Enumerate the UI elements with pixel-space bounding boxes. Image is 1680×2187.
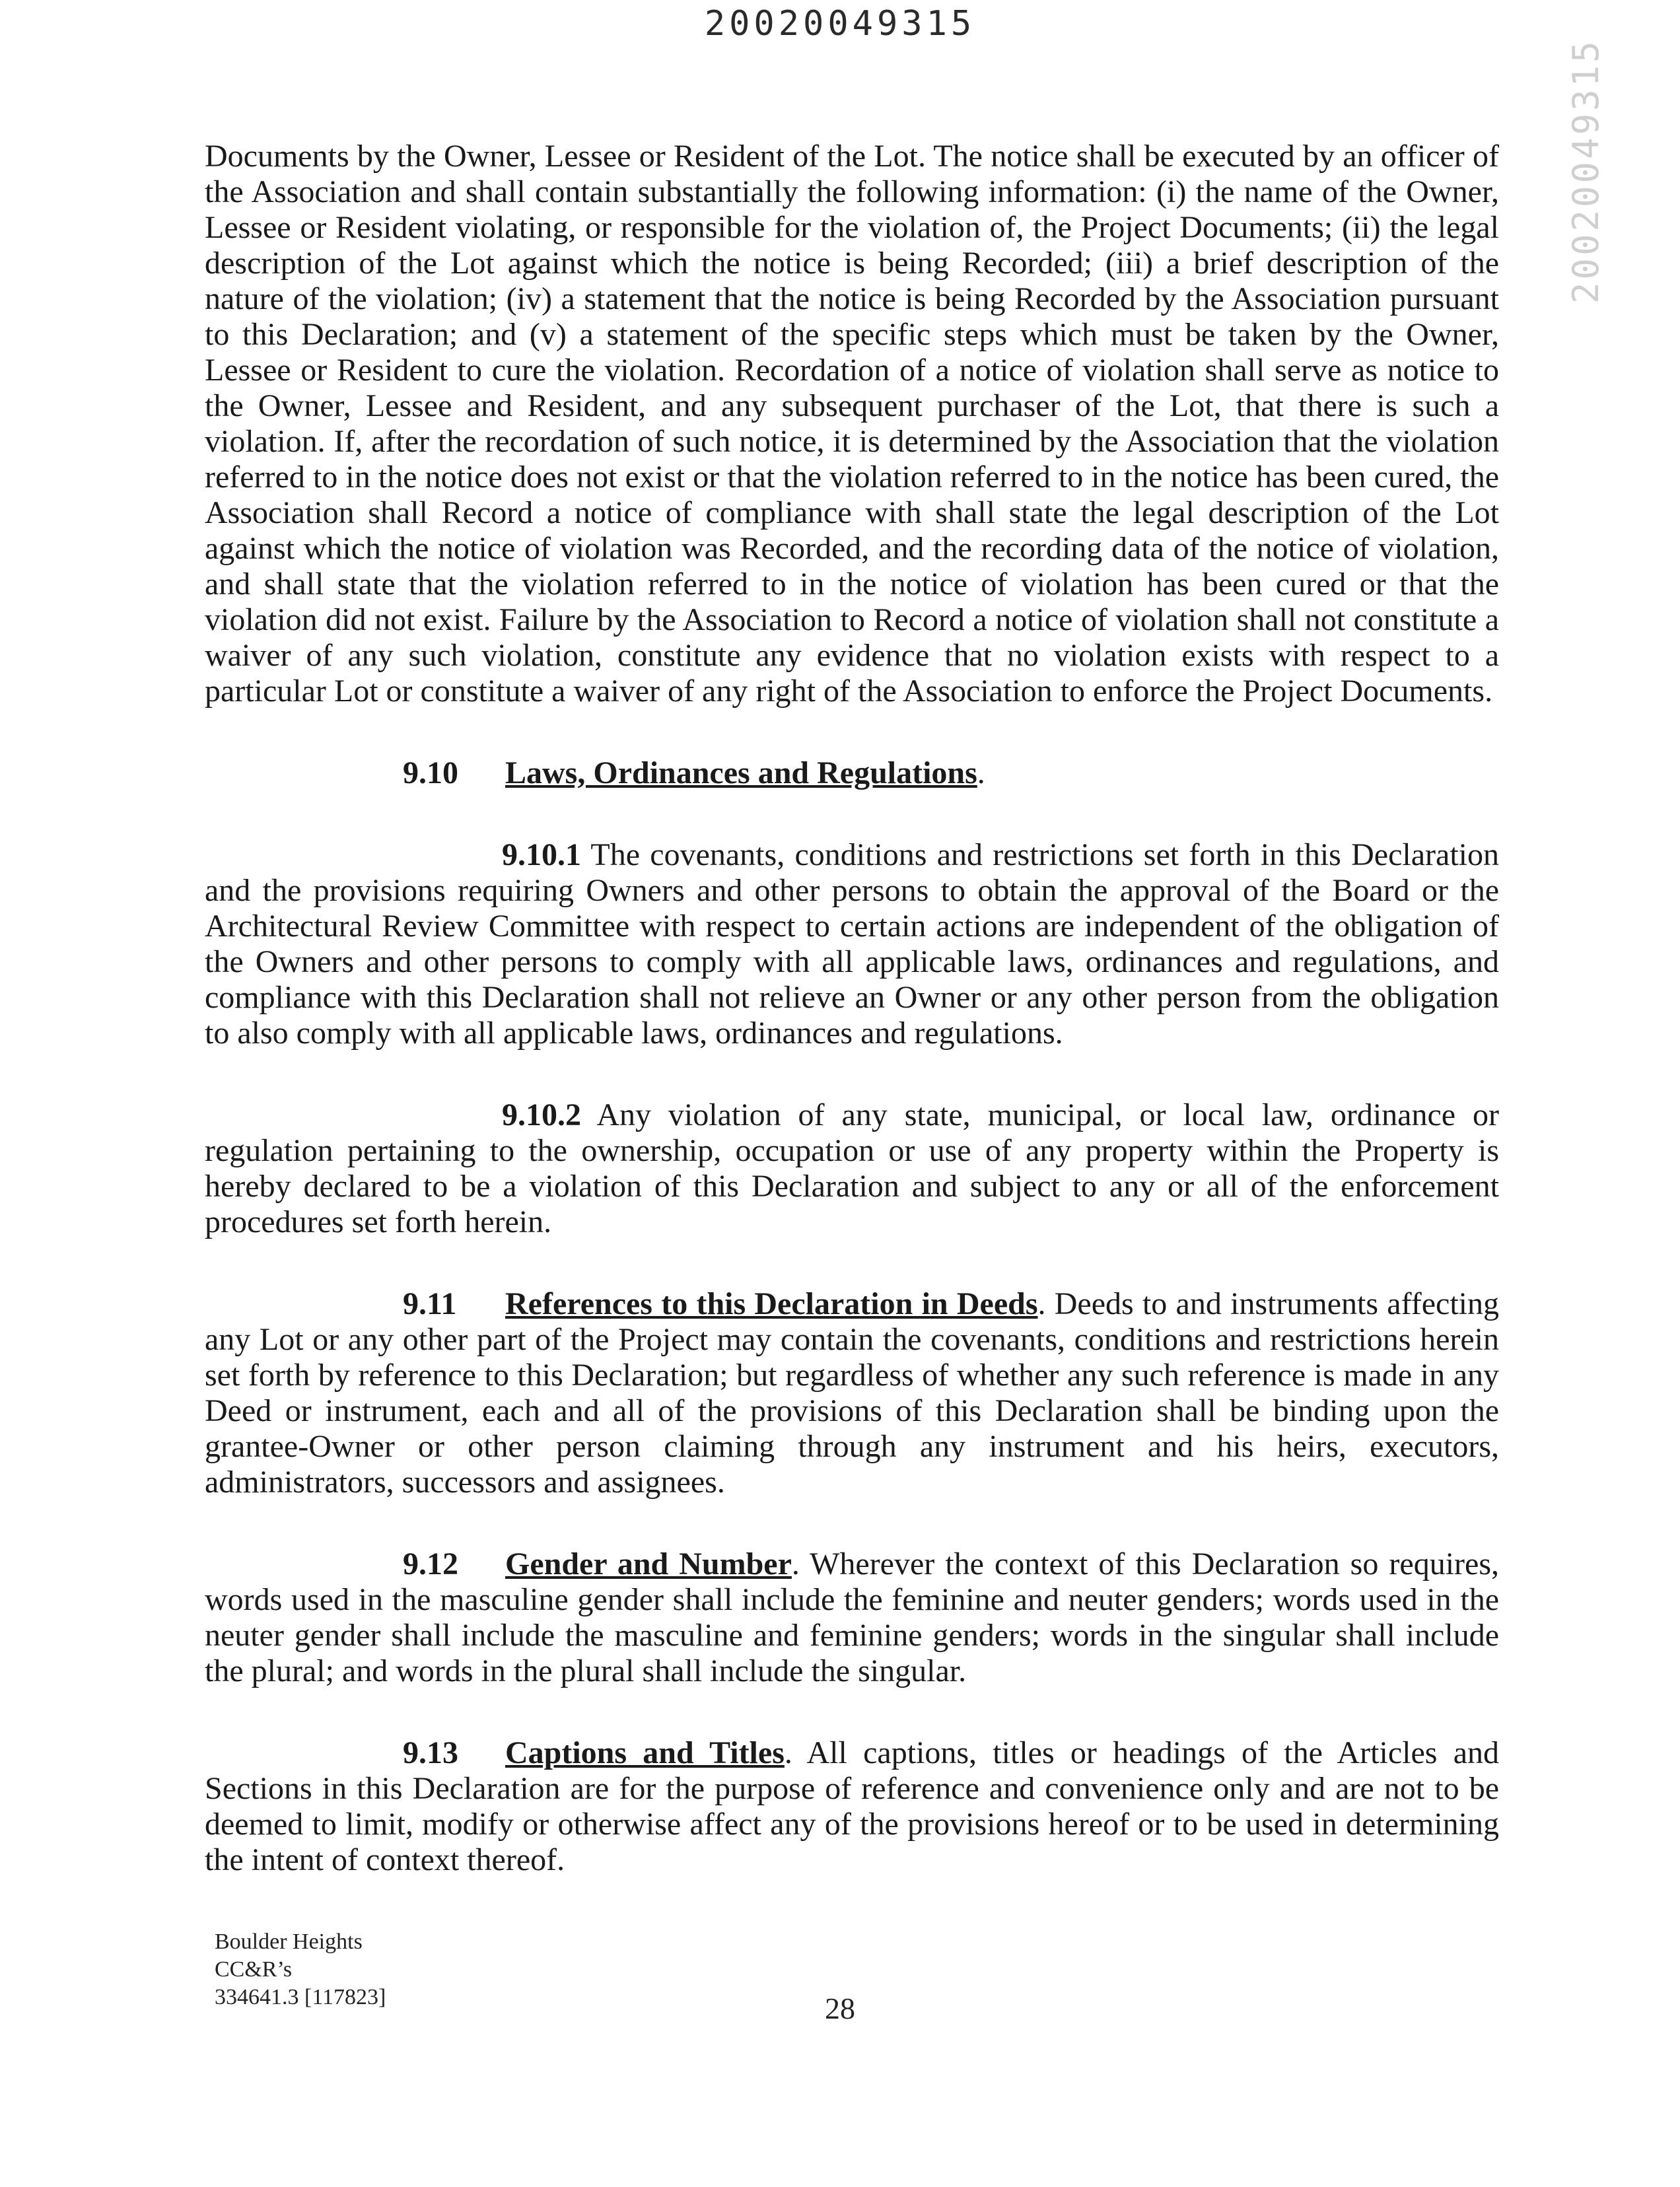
document-body — [205, 139, 1499, 1924]
section-number: 9.11 — [403, 1286, 457, 1321]
footer-document-id: 334641.3 [117823] — [215, 1985, 386, 2009]
footer-document-type: CC&R’s — [215, 1957, 293, 1982]
section-title: Gender and Number — [505, 1546, 792, 1581]
section-9-11 — [205, 1286, 1499, 1500]
section-text: . Deeds to and instruments affecting any Lot or any other part of the Project may contain the covenants, conditions and restrictions herein set forth by reference to this Declaration; but regardless of whether any such reference is made in any Deed or instrument, each and all of the provisions of this Declaration shall be binding upon the grantee-Owner or other person claiming through any instrument and his heirs, executors, administrators, successors and assignees. — [205, 1286, 1499, 1500]
section-number: 9.12 — [403, 1546, 458, 1581]
section-title: Laws, Ordinances and Regulations — [505, 755, 977, 790]
section-text: . All captions, titles or headings of the Articles and Sections in this Declaration are for the purpose of reference and convenience only and are not to be deemed to limit, modify or otherwise affect any of the provisions hereof or to be used in determining the intent of context thereof. — [205, 1735, 1500, 1877]
subsection-number: 9.10.1 — [502, 837, 581, 872]
intro-paragraph: Documents by the Owner, Lessee or Resident of the Lot. The notice shall be executed by an officer of the Association and shall contain substantially the following information: (i) the name of the Owner, Lessee or Resident violating, or responsible for the violation of, the Project Documents; (ii) the legal description of the Lot against which the notice is being Recorded; (iii) a brief description of the nature of the violation; (iv) a statement that the notice is being Recorded by the Association pursuant to this Declaration; and (v) a statement of the specific steps which must be taken by the Owner, Lessee or Resident to cure the violation. Recordation of a notice of violation shall serve as notice to the Owner, Lessee and Resident, and any subsequent purchaser of the Lot, that there is such a violation. If, after the recordation of such notice, it is determined by the Association that the violation referred to in the notice does not exist or that the violation referred to in the notice has been cured, the Association shall Record a notice of compliance with shall state the legal description of the Lot against which the notice of violation was Recorded, and the recording data of the notice of violation, and shall state that the violation referred to in the notice of violation has been cured or that the violation did not exist. Failure by the Association to Record a notice of violation shall not constitute a waiver of any such violation, constitute any evidence that no violation exists with respect to a particular Lot or constitute a waiver of any right of the Association to enforce the Project Documents. — [205, 139, 1499, 709]
section-9-10-2 — [205, 1097, 1499, 1240]
section-title-period: . — [977, 755, 985, 790]
section-9-12 — [205, 1546, 1499, 1689]
footer-project-name: Boulder Heights — [215, 1929, 363, 1954]
section-number: 9.13 — [403, 1735, 458, 1770]
subsection-text: The covenants, conditions and restrictions set forth in this Declaration and the provisions requiring Owners and other persons to obtain the approval of the Board or the Architectural Review Committee with respect to certain actions are independent of the obligation of the Owners and other persons to comply with all applicable laws, ordinances and regulations, and compliance with this Declaration shall not relieve an Owner or any other person from the obligation to also comply with all applicable laws, ordinances and regulations. — [205, 837, 1499, 1051]
page-number: 28 — [825, 1992, 855, 2025]
section-number: 9.10 — [403, 755, 458, 790]
subsection-text: Any violation of any state, municipal, or local law, ordinance or regulation pertaining to the ownership, occupation or use of any property within the Property is hereby declared to be a violation of this Declaration and subject to any or all of the enforcement procedures set forth herein. — [205, 1097, 1500, 1239]
section-text: . Wherever the context of this Declaration so requires, words used in the masculine gender shall include the feminine and neuter genders; words used in the neuter gender shall include the masculine and feminine genders; words in the singular shall include the plural; and words in the plural shall include the singular. — [205, 1546, 1499, 1688]
section-9-13 — [205, 1735, 1499, 1878]
document-number: 20020049315 — [704, 4, 976, 44]
section-9-10-heading — [205, 755, 1499, 791]
subsection-number: 9.10.2 — [502, 1097, 581, 1132]
side-recording-stamp: 20020049315 — [1565, 38, 1607, 304]
section-title: Captions and Titles — [505, 1735, 785, 1770]
section-9-10-1 — [205, 837, 1499, 1051]
section-title: References to this Declaration in Deeds — [505, 1286, 1038, 1321]
